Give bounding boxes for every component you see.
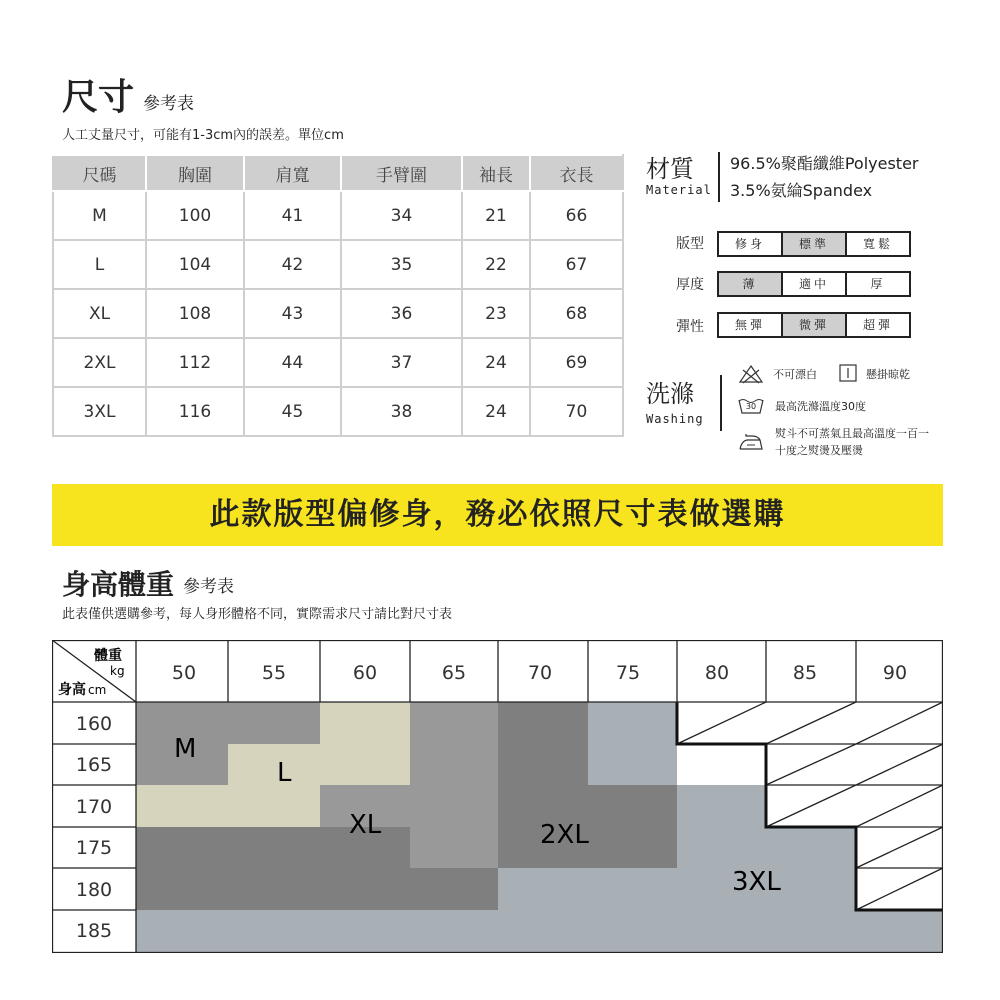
table-cell: 21 (462, 191, 530, 240)
height-label: 175 (75, 837, 113, 859)
weight-chart-note: 此表僅供選購參考，每人身形體格不同，實際需求尺寸請比對尺寸表 (62, 607, 453, 622)
corner-height-unit: cm (88, 683, 107, 697)
table-cell: 68 (530, 289, 623, 338)
thickness-label: 厚度 (676, 277, 704, 293)
weight-header: 50 (171, 662, 197, 684)
size-label-xl: XL (349, 810, 382, 840)
thickness-option-selected: 薄 (719, 273, 781, 295)
thickness-scale (717, 271, 911, 297)
thickness-option: 適中 (781, 273, 845, 295)
size-chart-note: 人工丈量尺寸，可能有1-3cm內的誤差。單位cm (62, 128, 344, 143)
weight-header: 90 (882, 662, 908, 684)
corner-height-label: 身高 (58, 682, 86, 698)
no-bleach-icon (738, 364, 764, 384)
table-cell: 36 (341, 289, 462, 338)
size-table (52, 154, 624, 437)
header-cell: 胸圍 (146, 155, 244, 191)
height-label: 180 (75, 879, 113, 901)
elasticity-label: 彈性 (676, 319, 704, 335)
washing-label: 洗滌 (646, 380, 694, 408)
wash-tub-icon (738, 398, 764, 414)
table-cell: 69 (530, 338, 623, 387)
size-label-3xl: 3XL (732, 867, 781, 897)
table-cell: M (53, 191, 146, 240)
fit-option: 寬鬆 (845, 233, 909, 255)
washing-label-en: Washing (646, 412, 704, 426)
table-cell: 104 (146, 240, 244, 289)
height-weight-svg (52, 640, 943, 953)
fit-warning-banner: 此款版型偏修身，務必依照尺寸表做選購 (52, 484, 943, 546)
header-cell: 衣長 (530, 155, 623, 191)
corner-weight-unit: kg (110, 664, 125, 678)
corner-weight-label: 體重 (94, 648, 122, 664)
size-region-2xl-lower (136, 868, 498, 910)
weight-header: 85 (792, 662, 818, 684)
table-cell: 67 (530, 240, 623, 289)
size-label-2xl: 2XL (540, 820, 589, 850)
table-cell: 24 (462, 338, 530, 387)
elasticity-option: 無彈 (734, 318, 765, 332)
thickness-option: 厚 (845, 273, 909, 295)
table-cell: 112 (146, 338, 244, 387)
size-chart-title: 尺寸 (62, 77, 135, 118)
size-label-m: M (174, 734, 197, 764)
table-row (53, 191, 623, 240)
no-bleach-text: 不可漂白 (773, 368, 817, 381)
weight-headers (172, 662, 907, 684)
table-row (53, 338, 623, 387)
washing-divider (720, 375, 722, 431)
height-label: 160 (75, 713, 113, 735)
weight-header: 75 (615, 662, 641, 684)
elasticity-option-selected: 微彈 (781, 314, 845, 336)
weight-chart-title: 身高體重 (62, 568, 175, 601)
wash-temp-text: 最高洗滌溫度30度 (775, 400, 866, 413)
material-label: 材質 (646, 155, 694, 183)
table-row (53, 240, 623, 289)
table-cell: 43 (244, 289, 341, 338)
elasticity-scale (717, 312, 911, 338)
weight-header: 55 (261, 662, 287, 684)
table-cell: 45 (244, 387, 341, 436)
elasticity-option: 超彈 (845, 314, 909, 336)
table-cell: 44 (244, 338, 341, 387)
size-label-l: L (277, 758, 292, 788)
table-cell: 2XL (53, 338, 146, 387)
height-label: 170 (75, 796, 113, 818)
table-cell: 100 (146, 191, 244, 240)
weight-header: 80 (704, 662, 730, 684)
table-cell: 23 (462, 289, 530, 338)
wash-temp-value: 30 (745, 402, 757, 411)
table-row (53, 387, 623, 436)
table-row (53, 289, 623, 338)
table-cell: XL (53, 289, 146, 338)
hang-dry-icon (838, 363, 858, 383)
height-label: 165 (75, 754, 113, 776)
material-line-1: 96.5%聚酯纖維Polyester (730, 154, 919, 173)
table-cell: 37 (341, 338, 462, 387)
weight-header: 65 (441, 662, 467, 684)
table-cell: 41 (244, 191, 341, 240)
table-cell: 70 (530, 387, 623, 436)
table-cell: 116 (146, 387, 244, 436)
header-cell: 袖長 (462, 155, 530, 191)
iron-text-line-2: 十度之熨燙及壓燙 (775, 444, 863, 457)
size-chart-title-suffix: 參考表 (143, 94, 194, 114)
material-divider (718, 152, 720, 202)
hang-dry-text: 懸掛晾乾 (866, 368, 910, 381)
table-cell: 42 (244, 240, 341, 289)
table-cell: 35 (341, 240, 462, 289)
header-cell: 肩寬 (244, 155, 341, 191)
table-cell: 38 (341, 387, 462, 436)
header-cell: 尺碼 (53, 155, 146, 191)
size-table-header (53, 155, 623, 191)
table-cell: 34 (341, 191, 462, 240)
table-cell: 22 (462, 240, 530, 289)
fit-label: 版型 (676, 236, 704, 252)
iron-text-line-1: 熨斗不可蒸氣且最高溫度一百一 (775, 427, 929, 440)
iron-icon (738, 430, 764, 452)
table-cell: 3XL (53, 387, 146, 436)
table-cell: 24 (462, 387, 530, 436)
weight-chart-title-suffix: 參考表 (183, 577, 234, 597)
table-cell: 66 (530, 191, 623, 240)
material-label-en: Material (646, 183, 712, 197)
fit-scale (717, 231, 911, 257)
header-cell: 手臂圍 (341, 155, 462, 191)
material-line-2: 3.5%氨綸Spandex (730, 181, 873, 200)
weight-header: 60 (352, 662, 378, 684)
table-cell: 108 (146, 289, 244, 338)
fit-option-selected: 標準 (781, 233, 845, 255)
table-cell: L (53, 240, 146, 289)
height-label: 185 (75, 920, 113, 942)
height-weight-grid (52, 640, 943, 953)
weight-header: 70 (527, 662, 553, 684)
fit-option: 修身 (734, 237, 765, 251)
